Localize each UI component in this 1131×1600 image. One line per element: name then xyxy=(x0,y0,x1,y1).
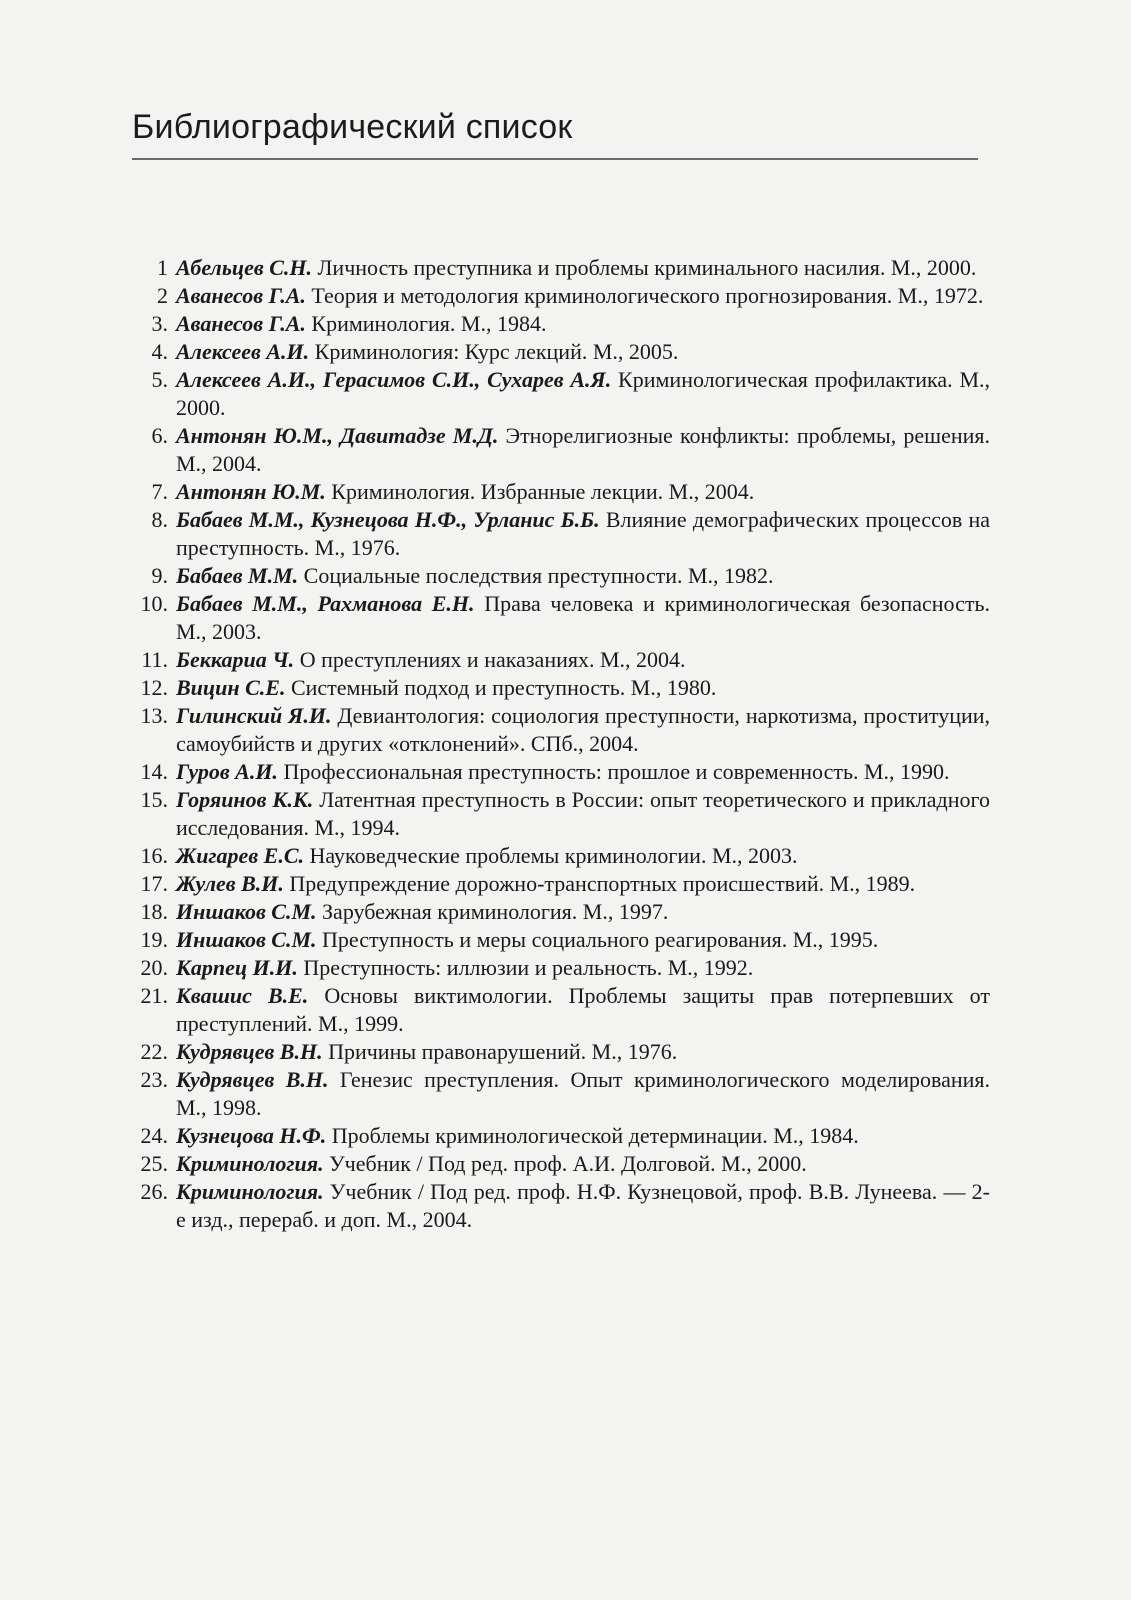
entry-number: 9. xyxy=(151,563,168,588)
entry-author: Алексеев А.И., Герасимов С.И., Сухарев А.Я. xyxy=(176,367,612,392)
bibliography-entry xyxy=(120,478,990,506)
bibliography-entry xyxy=(120,758,990,786)
entry-number: 4. xyxy=(151,339,168,364)
entry-author: Горяинов К.К. xyxy=(176,787,314,812)
entry-author: Бабаев М.М., Кузнецова Н.Ф., Урланис Б.Б. xyxy=(176,507,600,532)
bibliography-list xyxy=(120,254,990,1234)
entry-number: 16. xyxy=(140,843,168,868)
entry-number: 2 xyxy=(157,283,168,308)
entry-text: Криминологическая профилактика. М., 2000. xyxy=(176,367,991,420)
bibliography-entry xyxy=(120,898,990,926)
entry-text: Криминология: Курс лекций. М., 2005. xyxy=(314,339,679,364)
entry-author: Кудрявцев В.Н. xyxy=(176,1067,329,1092)
entry-text: Генезис преступления. Опыт криминологического моделирования. М., 1998. xyxy=(176,1067,990,1120)
entry-text: Причины правонарушений. М., 1976. xyxy=(328,1039,678,1064)
entry-number: 24. xyxy=(140,1123,168,1148)
entry-author: Гуров А.И. xyxy=(176,759,278,784)
bibliography-entry xyxy=(120,254,990,282)
entry-number: 15. xyxy=(140,787,168,812)
title-underline xyxy=(132,158,978,160)
bibliography-entry xyxy=(120,1178,990,1234)
entry-text: Криминология. Избранные лекции. М., 2004. xyxy=(331,479,755,504)
entry-author: Бабаев М.М., Рахманова Е.Н. xyxy=(176,591,475,616)
entry-number: 11. xyxy=(141,647,168,672)
entry-number: 5. xyxy=(151,367,168,392)
bibliography-entry xyxy=(120,646,990,674)
entry-author: Антонян Ю.М. xyxy=(176,479,326,504)
entry-author: Иншаков С.М. xyxy=(176,899,317,924)
bibliography-entry xyxy=(120,842,990,870)
entry-author: Кузнецова Н.Ф. xyxy=(176,1123,327,1148)
bibliography-entry xyxy=(120,870,990,898)
entry-text: Криминология. М., 1984. xyxy=(311,311,547,336)
entry-author: Криминология. xyxy=(176,1151,324,1176)
entry-text: Проблемы криминологической детерминации. М., 1984. xyxy=(331,1123,859,1148)
entry-text: Системный подход и преступность. М., 1980. xyxy=(290,675,717,700)
entry-text: Преступность: иллюзии и реальность. М., 1992. xyxy=(303,955,754,980)
entry-author: Аванесов Г.А. xyxy=(176,283,306,308)
entry-number: 23. xyxy=(140,1067,168,1092)
bibliography-entry xyxy=(120,702,990,758)
entry-text: Влияние демографических процессов на преступность. М., 1976. xyxy=(176,507,990,560)
bibliography-entry xyxy=(120,506,990,562)
page-title: Библиографический список xyxy=(132,108,573,146)
entry-text: Основы виктимологии. Проблемы защиты прав потерпевших от преступлений. М., 1999. xyxy=(176,983,990,1036)
entry-number: 12. xyxy=(140,675,168,700)
entry-text: Учебник / Под ред. проф. Н.Ф. Кузнецовой, проф. В.В. Лунеева. — 2-е изд., перераб. и доп. М., 2004. xyxy=(176,1179,990,1232)
bibliography-entry xyxy=(120,954,990,982)
entry-author: Вицин С.Е. xyxy=(176,675,286,700)
entry-author: Жулев В.И. xyxy=(176,871,284,896)
entry-text: Девиантология: социология преступности, наркотизма, проституции, самоубийств и других «отклонений». СПб., 2004. xyxy=(176,703,991,756)
entry-text: Этнорелигиозные конфликты: проблемы, решения. М., 2004. xyxy=(176,423,991,476)
entry-number: 22. xyxy=(140,1039,168,1064)
bibliography-entry xyxy=(120,1066,990,1122)
entry-number: 10. xyxy=(140,591,168,616)
entry-number: 26. xyxy=(140,1179,168,1204)
bibliography-entry xyxy=(120,338,990,366)
entry-number: 6. xyxy=(151,423,168,448)
entry-author: Криминология. xyxy=(176,1179,324,1204)
entry-author: Абельцев С.Н. xyxy=(176,255,312,280)
entry-text: Учебник / Под ред. проф. А.И. Долговой. М., 2000. xyxy=(329,1151,807,1176)
entry-number: 25. xyxy=(140,1151,168,1176)
entry-author: Гилинский Я.И. xyxy=(176,703,332,728)
entry-text: Права человека и криминологическая безопасность. М., 2003. xyxy=(176,591,990,644)
bibliography-entry xyxy=(120,366,990,422)
entry-text: Социальные последствия преступности. М., 1982. xyxy=(303,563,774,588)
entry-number: 3. xyxy=(151,311,168,336)
bibliography-entry xyxy=(120,1122,990,1150)
bibliography-entry xyxy=(120,422,990,478)
entry-author: Аванесов Г.А. xyxy=(176,311,306,336)
entry-number: 1 xyxy=(157,255,168,280)
entry-text: О преступлениях и наказаниях. М., 2004. xyxy=(299,647,686,672)
entry-author: Антонян Ю.М., Давитадзе М.Д. xyxy=(176,423,499,448)
entry-author: Иншаков С.М. xyxy=(176,927,317,952)
bibliography-entry xyxy=(120,310,990,338)
entry-number: 18. xyxy=(140,899,168,924)
bibliography-entry xyxy=(120,1150,990,1178)
entry-author: Кудрявцев В.Н. xyxy=(176,1039,323,1064)
entry-number: 7. xyxy=(151,479,168,504)
entry-text: Зарубежная криминология. М., 1997. xyxy=(322,899,669,924)
entry-number: 13. xyxy=(140,703,168,728)
bibliography-entry xyxy=(120,562,990,590)
bibliography-entry xyxy=(120,926,990,954)
bibliography-entry xyxy=(120,674,990,702)
entry-author: Бабаев М.М. xyxy=(176,563,299,588)
entry-number: 19. xyxy=(140,927,168,952)
entry-number: 14. xyxy=(140,759,168,784)
bibliography-entry xyxy=(120,590,990,646)
bibliography-entry xyxy=(120,1038,990,1066)
entry-text: Профессиональная преступность: прошлое и современность. М., 1990. xyxy=(283,759,950,784)
bibliography-entry xyxy=(120,982,990,1038)
entry-text: Преступность и меры социального реагирования. М., 1995. xyxy=(322,927,879,952)
entry-text: Предупреждение дорожно-транспортных происшествий. М., 1989. xyxy=(289,871,916,896)
entry-number: 20. xyxy=(140,955,168,980)
entry-text: Личность преступника и проблемы криминального насилия. М., 2000. xyxy=(317,255,977,280)
bibliography-entry xyxy=(120,786,990,842)
bibliography-entry xyxy=(120,282,990,310)
entry-text: Теория и методология криминологического прогнозирования. М., 1972. xyxy=(311,283,984,308)
entry-number: 21. xyxy=(140,983,168,1008)
entry-author: Жигарев Е.С. xyxy=(176,843,304,868)
entry-number: 8. xyxy=(151,507,168,532)
entry-author: Беккариа Ч. xyxy=(176,647,295,672)
entry-text: Латентная преступность в России: опыт теоретического и прикладного исследования. М., 1994. xyxy=(176,787,990,840)
entry-author: Карпец И.И. xyxy=(176,955,298,980)
entry-author: Квашис В.Е. xyxy=(176,983,309,1008)
entry-author: Алексеев А.И. xyxy=(176,339,310,364)
entry-text: Науковедческие проблемы криминологии. М., 2003. xyxy=(309,843,798,868)
entry-number: 17. xyxy=(140,871,168,896)
